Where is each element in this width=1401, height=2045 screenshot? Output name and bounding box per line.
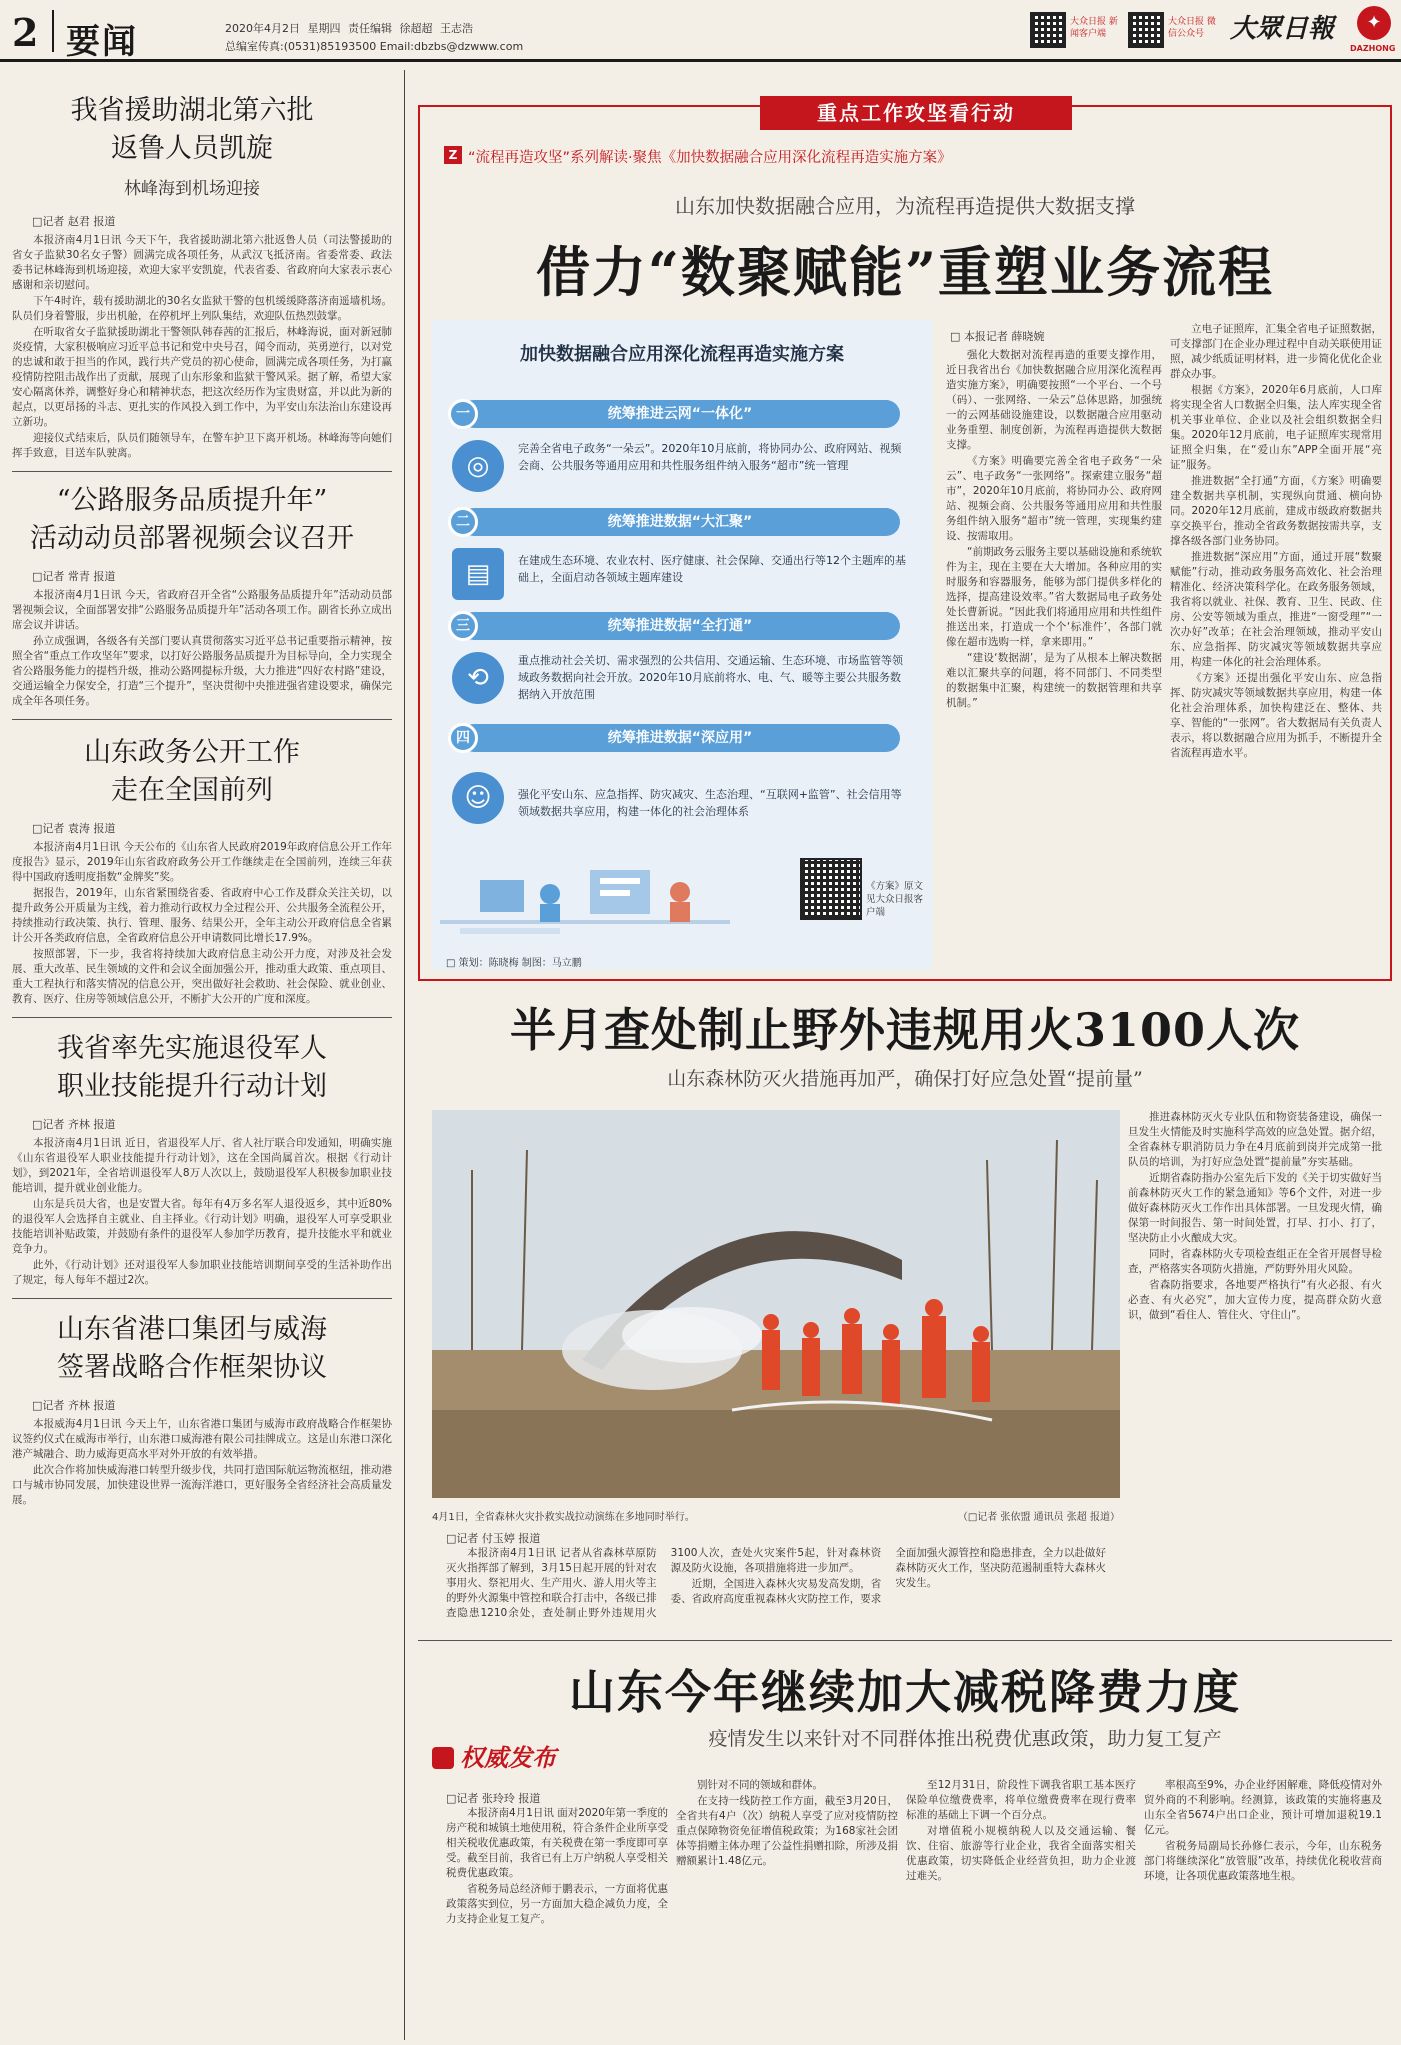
photo-credit: （□记者 张依盟 通讯员 张超 报道） [957, 1512, 1120, 1523]
qr-code-icon [1128, 12, 1164, 48]
paragraph: 推进数据“深应用”方面，通过开展“数聚赋能”行动，推动政务服务高效化、社会治理精准化、经济决策科学化。在政务服务领域，我省将以就业、社保、教育、卫生、民政、住房、公安等领域为重点，推进“一窗受理”“一次办好”改革；在社会治理领域，推动平安山东、应急指挥、防灾减灾等领域数据共享应用，构建一体化的社会治理体系。 [1170, 551, 1382, 668]
story-hubei [12, 92, 392, 461]
photo-caption [432, 1508, 1120, 1523]
paragraph: 推进森林防灭火专业队伍和物资装备建设，确保一旦发生火情能及时实施科学高效的应急处置。据介绍，全省森林专职消防员力争在4月底前到岗并完成第一批队员的培训，为打好应急处置“提前量”夯实基础。 [1128, 1111, 1382, 1168]
story-headline[interactable]: 山东政务公开工作 [84, 737, 300, 768]
story-divider [12, 1017, 392, 1018]
plan-section-text: 重点推动社会关切、需求强烈的公共信用、交通运输、生态环境、市场监管等领域政务数据向社会开放。2020年10月底前将水、电、气、暖等主要公共服务数据纳入开放范围 [518, 654, 903, 701]
firefighter-photo [432, 1110, 1120, 1498]
paragraph: 对增值税小规模纳税人以及交通运输、餐饮、住宿、旅游等行业企业，我省全面落实相关优惠政策，切实降低企业经营负担，助力企业渡过难关。 [906, 1825, 1136, 1882]
plan-section-text: 完善全省电子政务“一朵云”。2020年10月底前，将协同办公、政府网站、视频会商、公共服务等通用应用和共性服务组件纳入服务“超市”统一管理 [518, 442, 902, 472]
story-divider [12, 1298, 392, 1299]
fire-body [446, 1546, 1106, 1621]
plan-section-number: 一 [448, 399, 478, 429]
paragraph: 强化大数据对流程再造的重要支撑作用，近日我省出台《加快数据融合应用深化流程再造实施方案》，明确要按照“一个平台、一个号（码）、一张网络、一朵云”总体思路，加强统一的云网基础设施建设，以数据融合应用驱动业务重塑、制度创新，为流程再造提供大数据支撑。 [946, 349, 1162, 451]
paragraph: 至12月31日，阶段性下调我省职工基本医疗保险单位缴费费率，将单位缴费费率在现行费率标准的基础上下调一个百分点。 [906, 1779, 1136, 1821]
paragraph: 据报告，2019年，山东省紧围绕省委、省政府中心工作及群众关注关切，以提升政务公开质量为主线，着力推动行政权力全过程公开、公共服务全流程公开，持续推动行政决策、执行、管理、服务、结果公开，全年主动公开政府信息全省累计公开各类政府信息，全省政府信息公开申请数同比增长17.9%。 [12, 887, 392, 944]
story-divider [418, 1640, 1392, 1641]
feature-kicker: 山东加快数据融合应用，为流程再造提供大数据支撑 [675, 194, 1135, 218]
story-gov-affairs [12, 734, 392, 1007]
masthead-divider [52, 10, 54, 52]
feature-body-col2 [1170, 322, 1382, 762]
story-veterans [12, 1030, 392, 1288]
paragraph: 近期，全国进入森林火灾易发高发期，省委、省政府高度重视森林火灾防控工作，要求全面加强火源管控和隐患排查，全力以赴做好森林防灭火工作，坚决防范遏制重特大森林火灾发生。 [670, 1547, 1106, 1605]
paragraph: 根据《方案》，2020年6月底前，人口库将实现全省人口数据全归集，法人库实现全省机关事业单位、企业以及社会组织数据全归集。2020年12月底前，电子证照库实现常用证照全归集，在“爱山东”APP全面开展“亮证”服务。 [1170, 384, 1382, 471]
paragraph: “前期政务云服务主要以基础设施和系统软件为主，现在主要在大大增加。各种应用的实时服务和容器服务，能够为部门提供多样化的选择，提高建设效率。”省大数据局电子政务处处长曹新说。“因此我们将通用应用和共性组件推送出来，打造成一个个‘标准件’，各部门就像在超市选购一样，拿来即用。” [946, 546, 1162, 648]
issue-info: 2020年4月2日 星期四 责任编辑 徐超超 王志浩 [225, 22, 473, 35]
story-body [12, 233, 392, 461]
tag-mark-icon [432, 1747, 454, 1769]
column-divider [404, 70, 405, 2040]
fire-headline[interactable]: 半月查处制止野外违规用火3100人次 [509, 1003, 1301, 1057]
tax-col-3 [906, 1778, 1136, 1885]
paragraph: 此外，《行动计划》还对退役军人参加职业技能培训期间享受的生活补助作出了规定，每人每年不超过2次。 [12, 1259, 392, 1286]
story-divider [12, 719, 392, 720]
story-headline[interactable]: “公路服务品质提升年” [56, 485, 328, 516]
page-number: 2 [12, 10, 39, 55]
story-headline[interactable]: 职业技能提升行动计划 [57, 1071, 327, 1102]
story-body [12, 1417, 392, 1508]
qr-label: 大众日报 新闻客户端 [1070, 17, 1118, 39]
story-byline: □记者 赵君 报道 [32, 215, 116, 228]
plan-section-title: 统筹推进数据“全打通” [460, 612, 900, 640]
paragraph: 本报威海4月1日讯 今天上午，山东省港口集团与威海市政府战略合作框架协议签约仪式在威海市举行，山东港口威海港有限公司挂牌成立。这是山东港口深化港产城融合、助力威海更高水平对外开放的有效举措。 [12, 1418, 392, 1460]
globe-icon: ◎ [452, 440, 504, 492]
story-highway [12, 482, 392, 709]
story-headline[interactable]: 走在全国前列 [111, 775, 273, 806]
paragraph: 此次合作将加快威海港口转型升级步伐，共同打造国际航运物流枢纽，推动港口与城市协同发展，加快建设世界一流海洋港口，更好服务全省经济社会高质量发展。 [12, 1464, 392, 1506]
qr-caption: 《方案》原文见大众日报客户端 [866, 881, 924, 918]
plan-section-number: 四 [448, 723, 478, 753]
authoritative-release-tag [432, 1738, 604, 1784]
plan-title: 加快数据融合应用深化流程再造实施方案 [520, 344, 844, 365]
feature-reporter: □ 本报记者 薛晓婉 [950, 330, 1045, 343]
story-headline[interactable]: 签署战略合作框架协议 [57, 1352, 327, 1383]
series-title[interactable]: “流程再造攻坚”系列解读·聚焦《加快数据融合应用深化流程再造实施方案》 [468, 150, 952, 166]
newspaper-brand: 大眾日報 [1230, 14, 1335, 44]
paragraph: 立电子证照库，汇集全省电子证照数据，可支撑部门在企业办理过程中自动关联使用证照，减少纸质证明材料，进一步简化优化企业群众办事。 [1170, 323, 1382, 380]
plan-section-title: 统筹推进数据“大汇聚” [460, 508, 900, 536]
story-headline[interactable]: 我省援助湖北第六批 [70, 95, 314, 126]
plan-section-text: 强化平安山东、应急指挥、防灾减灾、生态治理、“互联网+监管”、社会信用等领域数据共享应用，构建一体化的社会治理体系 [518, 788, 902, 818]
paragraph: 省税务局总经济师于鹏表示，一方面将优惠政策落实到位，另一方面加大稳企减负力度，全力支持企业复工复产。 [446, 1883, 668, 1925]
paragraph: 山东是兵员大省，也是安置大省。每年有4万多名军人退役返乡，其中近80%的退役军人会选择自主就业、自主择业。《行动计划》明确，退役军人可享受职业技能培训补贴政策，并鼓励有条件的退役军人参加学历教育，提升技能水平和就业竞争力。 [12, 1198, 392, 1255]
office-illustration [440, 860, 730, 948]
fire-body-right [1128, 1110, 1382, 1324]
story-headline[interactable]: 活动动员部署视频会议召开 [30, 523, 354, 554]
section-title: 要闻 [66, 22, 138, 62]
user-icon: ☺ [452, 772, 504, 824]
plan-section-number: 二 [448, 507, 478, 537]
paragraph: 别针对不同的领域和群体。 [697, 1779, 823, 1791]
paragraph: 《方案》明确要完善全省电子政务“一朵云”、电子政务“一张网络”。探索建立服务“超市”，2020年10月底前，将协同办公、政府网站、视频会商、公共服务等通用应用和共性服务组件纳入服务“超市”统一管理，实现集约建设、按需取用。 [946, 455, 1162, 542]
fire-subhead: 山东森林防灭火措施再加严，确保打好应急处置“提前量” [667, 1068, 1143, 1090]
plan-section-title: 统筹推进云网“一体化” [460, 400, 900, 428]
tax-byline: □记者 张玲玲 报道 [446, 1792, 541, 1805]
document-icon: ▤ [452, 548, 504, 600]
paragraph: 本报济南4月1日讯 今天，省政府召开全省“公路服务品质提升年”活动动员部署视频会议，全面部署安排“公路服务品质提升年”活动各项工作。副省长孙立成出席会议并讲话。 [12, 589, 392, 631]
tax-col-1 [446, 1806, 668, 1928]
share-icon: ⟲ [452, 652, 504, 704]
contact-info: 总编室传真:(0531)85193500 Email:dbzbs@dzwww.com [225, 40, 524, 53]
feature-banner: 重点工作攻坚看行动 [760, 96, 1072, 130]
paragraph: “建设‘数据湖’，是为了从根本上解决数据难以汇聚共享的问题，将不同部门、不同类型的数据集中汇聚，构建统一的数据管理和共享机制。” [946, 652, 1162, 709]
paragraph: 本报济南4月1日讯 记者从省森林草原防灭火指挥部了解到，3月15日起开展的针对农事用火、祭祀用火、生产用火、游人用火等主的野外火源集中管控和联合打击中，各级已排查隐患1210余处，查处制止野外违规用火3100人次，查处火灾案件5起，针对森林资源及防火设施，各项措施将进一步加严。 [446, 1547, 882, 1619]
story-body [12, 588, 392, 709]
story-byline: □记者 常青 报道 [32, 570, 116, 583]
paragraph: 本报济南4月1日讯 面对2020年第一季度的房产税和城镇土地使用税，符合条件企业所享受相关税收优惠政策，有关税费在第一季度即可享受。截至目前，我省已有上万户纳税人享受相关税费优惠政策。 [446, 1807, 668, 1879]
tax-col-2 [676, 1778, 898, 1870]
paragraph: 省税务局副局长孙修仁表示，今年，山东税务部门将继续深化“放管服”改革，持续优化税收营商环境，让各项优惠政策落地生根。 [1144, 1840, 1382, 1882]
paragraph: 孙立成强调，各级各有关部门要认真贯彻落实习近平总书记重要指示精神，按照全省“重点工作攻坚年”要求，以打好公路服务品质提升为目标导向，全力实现全省公路服务能力的提档升级，推动公路网提标升级，大力推进“四好农村路”建设，交通运输全力保安全，打造“三个提升”，坚决贯彻中央推进强省建设要求，确保完成全年各项任务。 [12, 635, 392, 707]
paragraph: 迎接仪式结束后，队员们随领导车，在警车护卫下离开机场。林峰海等向她们挥手致意，目送车队驶离。 [12, 432, 392, 459]
story-subhead: 林峰海到机场迎接 [124, 179, 260, 199]
paragraph: 省森防指要求，各地要严格执行“有火必报、有火必查、有火必究”，加大宣传力度，提高群众防火意识，做到“看住人、管住火、守住山”。 [1128, 1279, 1382, 1321]
paragraph: 《方案》还提出强化平安山东、应急指挥、防灾减灾等领域数据共享应用，构建一体化社会治理体系，加快构建泛在、整体、共享、智能的“一张网”。省大数据局有关负责人表示，将以数据融合应用为抓手，不断提升全省流程再造水平。 [1170, 672, 1382, 759]
story-byline: □记者 袁涛 报道 [32, 822, 116, 835]
tax-subhead: 疫情发生以来针对不同群体推出税费优惠政策，助力复工复产 [708, 1728, 1222, 1750]
paragraph: 本报济南4月1日讯 今天公布的《山东省人民政府2019年政府信息公开工作年度报告》显示，2019年山东省政府政务公开工作继续走在全国前列，连续三年获得中国政府透明度指数“金牌奖”奖。 [12, 841, 392, 883]
story-divider [12, 471, 392, 472]
plan-section-title: 统筹推进数据“深应用” [460, 724, 900, 752]
story-body [12, 1136, 392, 1288]
story-byline: □记者 齐林 报道 [32, 1399, 116, 1412]
tax-headline[interactable]: 山东今年继续加大减税降费力度 [569, 1665, 1241, 1719]
plan-section-text: 在建成生态环境、农业农村、医疗健康、社会保障、交通出行等12个主题库的基础上，全面启动各领域主题库建设 [518, 554, 906, 584]
paragraph: 下午4时许，载有援助湖北的30名女监狱干警的包机缓缓降落济南遥墙机场。队员们身着警服，步出机舱，在停机坪上列队集结，欢迎队伍热烈鼓掌。 [12, 295, 392, 322]
story-headline[interactable]: 返鲁人员凯旋 [111, 133, 273, 164]
paragraph: 同时，省森林防火专项检查组正在全省开展督导检查，严格落实各项防火措施，严防野外用火风险。 [1128, 1248, 1382, 1275]
paragraph: 在支持一线防控工作方面，截至3月20日，全省共有4户（次）纳税人享受了应对疫情防控重点保障物资免征增值税政策；为168家社会团体等捐赠主体办理了公益性捐赠扣除，所涉及捐赠额累计1.48亿元。 [676, 1795, 898, 1867]
story-body [12, 840, 392, 1007]
paragraph: 率根高至9%，办企业纾困解难，降低疫情对外贸外商的不利影响。经测算，该政策的实施将惠及山东全省5674户出口企业，预计可增加退税19.1亿元。 [1144, 1779, 1382, 1836]
paragraph: 本报济南4月1日讯 近日，省退役军人厅、省人社厅联合印发通知，明确实施《山东省退役军人职业技能提升行动计划》，这在全国尚属首次。根据《行动计划》，到2021年，全省培训退役军人8万人次以上，鼓励退役军人积极参加职业技能培训，提升就业创业能力。 [12, 1137, 392, 1194]
tax-col-4 [1144, 1778, 1382, 1885]
story-byline: □记者 齐林 报道 [32, 1118, 116, 1131]
paragraph: 按照部署，下一步，我省将持续加大政府信息主动公开力度，对涉及社会发展、重大改革、民生领域的文件和会议全面加强公开，推动重大政策、重点项目、重大工程执行和落实情况的信息公开，突出做好社会救助、社会保险、就业创业、教育、医疗、住房等领域信息公开，不断扩大公开的广度和深度。 [12, 948, 392, 1005]
tag-label: 权威发布 [460, 1744, 556, 1772]
paragraph: 在听取省女子监狱援助湖北干警领队韩春茜的汇报后，林峰海说，面对新冠肺炎疫情，大家积极响应习近平总书记和党中央号召，闻令而动，英勇逆行，以对党的忠诚和敢于担当的作风，践行共产党员的初心使命，圆满完成各项任务，为打赢疫情防控阻击战作出了贡献，展现了山东形象和监狱干警风采。据了解，希望大家安心隔离休养，调整好身心和精神状态，把这次经历作为宝贵财富，并以此为新的起点，以更昂扬的斗志、更扎实的作风投入到工作中，为平安山东法治山东建设再立新功。 [12, 326, 392, 428]
photo-caption-text: 4月1日，全省森林火灾扑救实战拉动演练在多地同时举行。 [432, 1512, 695, 1523]
series-logo-icon: Z [444, 146, 462, 164]
paragraph: 推进数据“全打通”方面，《方案》明确要建全数据共享机制，实现纵向贯通、横向协同。2020年12月底前，建成市级政府数据共享交换平台，推动全省政务数据按需共享，支撑各级各部门业务协同。 [1170, 475, 1382, 547]
paragraph: 本报济南4月1日讯 今天下午，我省援助湖北第六批返鲁人员（司法警援助的省女子监狱30名女子警）圆满完成各项任务，从武汉飞抵济南。省委常委、政法委书记林峰海到机场迎接，欢迎大家平安凯旋，代表省委、省政府向大家表示衷心感谢和亲切慰问。 [12, 234, 392, 291]
qr-code-icon [800, 858, 862, 920]
brand-sub: DAZHONG [1350, 44, 1396, 53]
masthead [0, 0, 1401, 62]
story-headline[interactable]: 我省率先实施退役军人 [57, 1033, 327, 1064]
paragraph: 近期省森防指办公室先后下发的《关于切实做好当前森林防灭火工作的紧急通知》等6个文件，对进一步做好森林防灭火工作作出具体部署。一旦发现火情，确保第一时间报告、第一时间处置，打早、打小、打了，坚决防止小火酿成大灾。 [1128, 1172, 1382, 1244]
qr-code-icon [1030, 12, 1066, 48]
fire-byline: □记者 付玉婷 报道 [446, 1532, 541, 1545]
qr-label: 大众日报 微信公众号 [1168, 17, 1216, 39]
story-port [12, 1311, 392, 1508]
left-column [12, 70, 392, 1509]
plan-section-number: 三 [448, 611, 478, 641]
feature-headline[interactable]: 借力“数聚赋能”重塑业务流程 [535, 240, 1275, 304]
story-headline[interactable]: 山东省港口集团与威海 [57, 1314, 327, 1345]
brand-logo-icon: ✦ [1357, 6, 1391, 40]
feature-body-col1 [946, 348, 1162, 712]
infographic-credit: □ 策划：陈晓梅 制图：马立鹏 [446, 958, 582, 969]
